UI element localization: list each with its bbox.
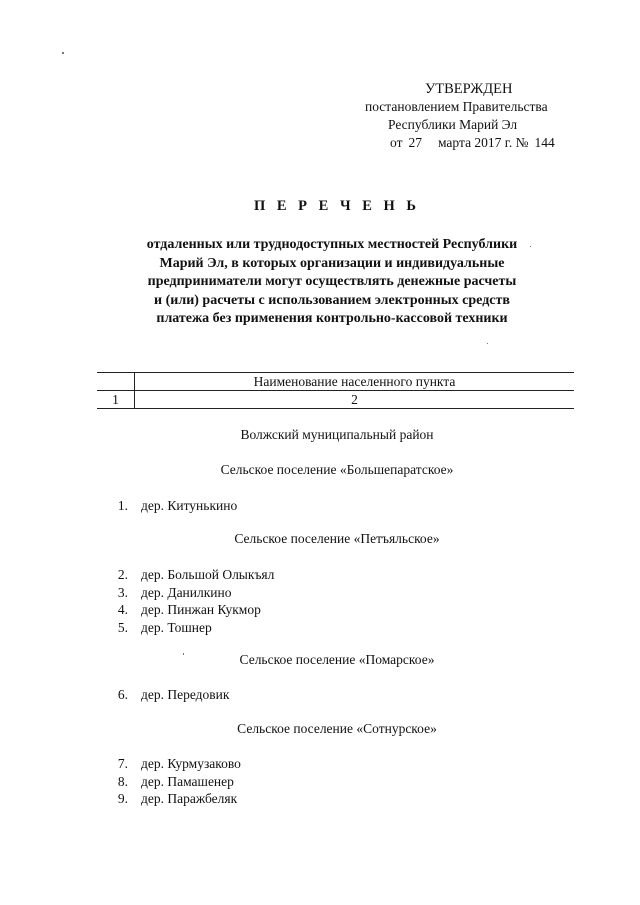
subtitle-line: предприниматели могут осуществлять денежные расчеты xyxy=(147,274,517,289)
table-index-cell-1: 1 xyxy=(97,391,135,409)
list-item xyxy=(112,687,229,703)
item-number: 7. xyxy=(117,756,128,771)
approval-date-rest: марта 2017 г. № xyxy=(437,135,529,150)
item-number: 3. xyxy=(117,585,128,600)
item-name: дер. Данилкино xyxy=(141,585,232,600)
item-name: дер. Большой Олыкъял xyxy=(141,567,275,582)
item-name: дер. Паражбеляк xyxy=(141,791,238,806)
table-header-name-cell: Наименование населенного пункта xyxy=(135,373,575,391)
item-number: 9. xyxy=(117,791,128,806)
item-number: 8. xyxy=(117,774,128,789)
item-number: 1. xyxy=(117,498,128,513)
list-item xyxy=(112,620,212,636)
item-name: дер. Курмузаково xyxy=(141,756,241,771)
scan-speck xyxy=(530,246,531,247)
table-index-row xyxy=(97,391,574,409)
item-name: дер. Китунькино xyxy=(141,498,238,513)
item-number: 6. xyxy=(117,687,128,702)
table-header-number-cell xyxy=(97,373,135,391)
scan-speck xyxy=(62,52,64,54)
scan-speck xyxy=(487,343,488,344)
table-index-cell-2: 2 xyxy=(135,391,575,409)
list-item xyxy=(112,756,241,772)
approval-date-day: 27 xyxy=(408,135,422,150)
subtitle-line: Марий Эл, в которых организации и индивидуальные xyxy=(159,255,505,271)
settlement-heading: Сельское поселение «Петъяльское» xyxy=(234,531,440,546)
settlements-table-header xyxy=(97,372,574,409)
approval-number: 144 xyxy=(534,135,555,150)
settlement-heading: Сельское поселение «Сотнурское» xyxy=(237,721,437,736)
item-name: дер. Пинжан Кукмор xyxy=(141,602,261,617)
item-number: 2. xyxy=(117,567,128,582)
list-item xyxy=(112,585,232,601)
item-number: 5. xyxy=(117,620,128,635)
list-item xyxy=(112,498,237,514)
approval-date-line xyxy=(390,134,555,152)
list-item xyxy=(112,602,261,618)
document-subtitle xyxy=(120,236,544,329)
table-header-row xyxy=(97,373,574,391)
approval-line-republic: Республики Марий Эл xyxy=(388,117,518,132)
document-title: П Е Р Е Ч Е Н Ь xyxy=(253,198,421,214)
scan-speck xyxy=(183,653,184,655)
subtitle-line: платежа без применения контрольно-кассовой техники xyxy=(156,311,508,326)
item-name: дер. Тошнер xyxy=(141,620,212,635)
subtitle-line: и (или) расчеты с использованием электронных средств xyxy=(154,292,510,308)
subtitle-line: отдаленных или труднодоступных местностей Республики xyxy=(146,237,518,252)
list-item xyxy=(112,774,234,790)
settlement-heading: Сельское поселение «Помарское» xyxy=(239,652,435,667)
district-heading: Волжский муниципальный район xyxy=(240,427,434,442)
list-item xyxy=(112,567,274,583)
item-name: дер. Памашенер xyxy=(141,774,234,789)
item-number: 4. xyxy=(117,602,128,617)
list-item xyxy=(112,791,237,807)
approval-line-resolution: постановлением Правительства xyxy=(365,99,548,114)
approval-date-prefix: от xyxy=(390,135,403,150)
item-name: дер. Передовик xyxy=(141,687,230,702)
approval-title: УТВЕРЖДЕН xyxy=(425,81,513,97)
settlement-heading: Сельское поселение «Большепаратское» xyxy=(220,462,454,477)
